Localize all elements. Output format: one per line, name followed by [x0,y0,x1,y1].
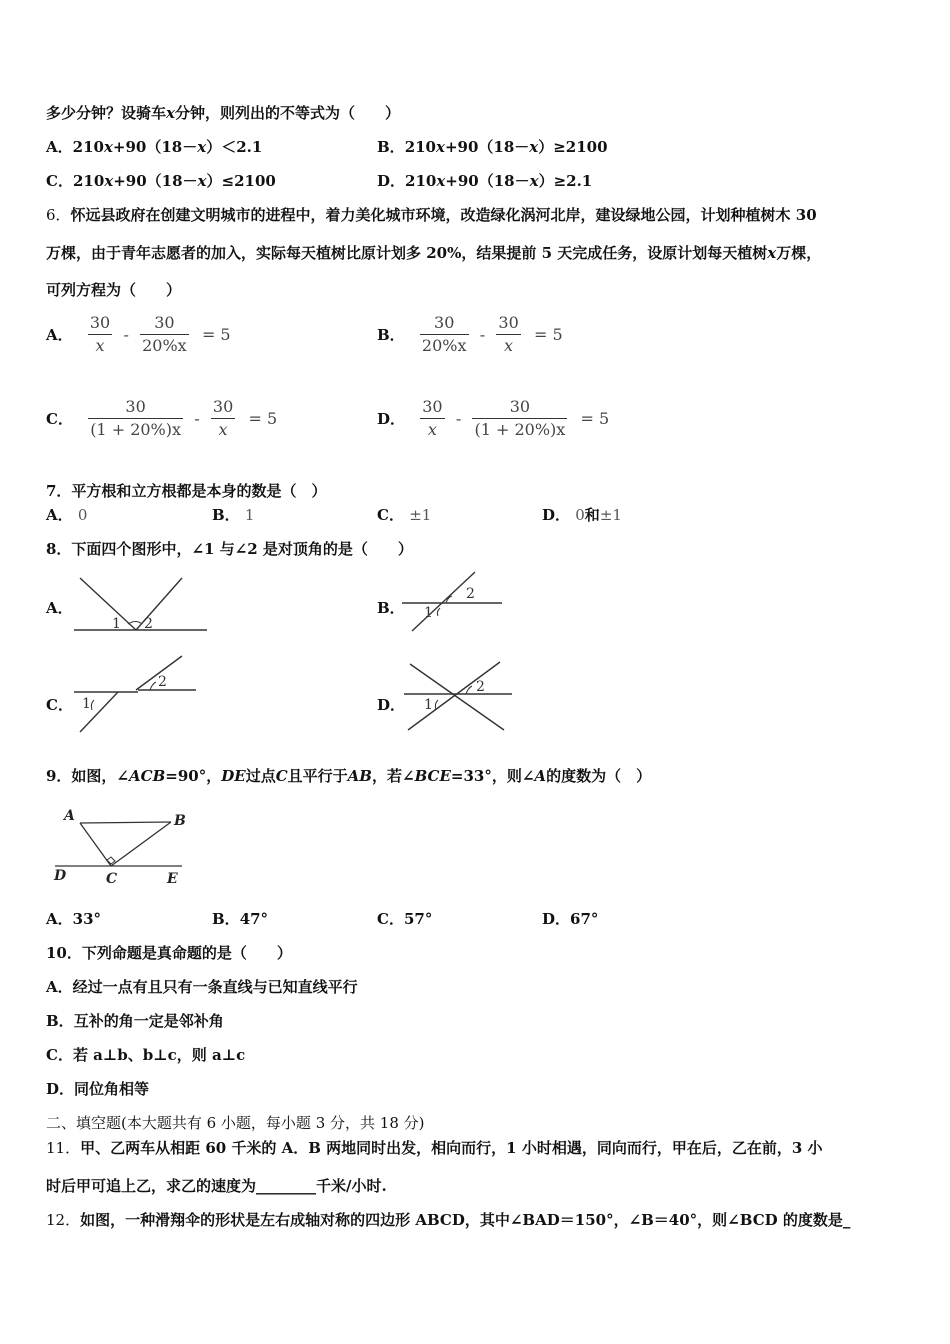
q6-text-line2b: 万棵， [776,244,822,262]
q5-option-a[interactable] [46,137,262,157]
angle-1-label: 1 [424,605,433,621]
angle-1-label: 1 [82,696,91,712]
q11-text-line1: 甲、乙两车从相距 60 千米的 A．B 两地同时出发，相向而行，1 小时相遇，同向而行，甲在后，乙在前，3 小 [80,1139,823,1157]
option-letter: D． [542,910,571,928]
fraction-denominator: (1 + 20%)x [474,420,566,439]
q8-figure-c [70,652,200,736]
option-text: 若 a⊥b、b⊥c，则 a⊥c [72,1046,246,1064]
q11-text-line2a: 时后甲可追上乙，求乙的速度为 [46,1177,257,1195]
q6-var: x [767,244,777,262]
angle-arc [437,608,440,616]
stem-var: ACB [129,767,166,785]
q9-option-d[interactable] [542,909,598,929]
option-value: 57° [403,910,433,928]
option-letter: B． [46,1012,74,1030]
option-letter: A． [46,506,73,524]
angle-2-label: 2 [144,616,153,632]
option-letter: C． [46,696,73,714]
q6-option-c[interactable] [46,396,277,441]
option-letter: A． [46,599,73,617]
fraction-denominator: x [218,420,228,439]
fraction-denominator: x [427,420,437,439]
fraction [472,396,567,441]
q5-stem-b: 分钟，则列出的不等式为（ ） [174,104,400,122]
q7-option-d[interactable] [542,505,622,525]
option-letter: B． [377,325,405,344]
fraction [140,312,189,357]
option-var: x [197,172,207,190]
q12-line1 [46,1210,850,1230]
option-text: 同位角相等 [74,1080,150,1098]
ray-right [136,578,182,630]
option-expr: +90（18－ [444,138,530,156]
label-a: A [64,808,75,824]
q10-option-c[interactable] [46,1045,245,1065]
option-letter: C． [377,506,404,524]
minus-sign: - [194,408,200,428]
minus-sign: - [123,324,129,344]
option-letter: D． [46,1080,75,1098]
q7-stem: 7．平方根和立方根都是本身的数是（ ） [46,482,327,500]
option-value: 0 [77,506,88,524]
option-expr: ）≥2100 [538,138,608,156]
q10-option-d[interactable] [46,1079,149,1099]
angle-2-label: 2 [476,679,485,695]
option-letter: B． [212,910,240,928]
fraction [88,396,183,441]
option-expr: 210 [405,172,437,190]
label-c: C [106,871,118,887]
q6-number: 6． [46,206,71,224]
angle-1-label: 1 [112,616,121,632]
option-text: 经过一点有且只有一条直线与已知直线平行 [72,978,358,996]
option-expr: +90（18－ [112,138,198,156]
label-d: D [54,868,67,884]
stem-var: BCE [414,767,451,785]
minus-sign: - [479,324,486,344]
option-expr: +90（18－ [445,172,530,190]
option-value: ±1 [409,506,432,524]
q5-option-c[interactable] [46,171,276,191]
option-expr: 210 [72,172,105,190]
option-letter: B． [377,138,405,156]
fraction [420,396,444,441]
option-value: 33° [72,910,102,928]
fraction-numerator: 30 [420,396,444,419]
option-letter: B． [212,506,240,524]
fraction-numerator: 30 [472,396,567,419]
option-letter: D． [377,409,406,428]
q6-option-b[interactable] [377,312,563,357]
option-value: 1 [244,506,255,524]
fraction-numerator: 30 [88,396,183,419]
equation-rhs: = 5 [580,408,610,428]
q8-figure-b [400,568,505,634]
option-conjunction: 和 [584,506,600,524]
q7-option-b[interactable] [212,505,254,525]
angle-2-label: 2 [466,586,475,602]
label-e: E [167,871,178,887]
option-value: ±1 [599,506,622,524]
option-var: x [436,138,445,156]
option-var: x [529,138,539,156]
q11-line1 [46,1138,823,1158]
option-text: 互补的角一定是邻补角 [73,1012,224,1030]
q8-option-c[interactable] [46,695,73,715]
q8-figure-d [400,658,515,734]
option-letter: A． [46,138,73,156]
minus-sign: - [455,408,462,428]
stem-part: =90°， [165,767,222,785]
fraction-denominator: (1 + 20%)x [90,420,182,439]
option-letter: D． [377,696,406,714]
q8-stem: 8．下面四个图形中，∠1 与∠2 是对顶角的是（ ） [46,540,413,558]
q6-option-a[interactable] [46,312,231,357]
fraction-denominator: 20%x [421,336,467,355]
q9-option-c[interactable] [377,909,432,929]
fraction [496,312,520,357]
option-letter: C． [377,910,404,928]
fraction-numerator: 30 [211,396,235,419]
option-value: 0 [575,506,585,524]
stem-part: 且平行于 [287,767,348,785]
segment-ab [80,822,171,823]
fraction-numerator: 30 [88,312,112,335]
q8-figure-a [70,572,210,636]
fraction-denominator: x [95,336,105,355]
option-var: x [104,172,114,190]
q5-var: x [166,104,175,122]
q10-option-b[interactable] [46,1011,224,1031]
fraction [420,312,469,357]
fraction [88,312,112,357]
q6-option-d[interactable] [377,396,609,441]
segment-ac [80,823,111,866]
q6-line2 [46,243,821,263]
q6-line1 [46,205,817,225]
option-expr: 210 [404,138,436,156]
stem-var: AB [347,767,372,785]
q10-option-a[interactable] [46,977,358,997]
option-letter: D． [377,172,406,190]
angle-arc [446,596,452,603]
stem-part: 9．如图，∠ [46,767,130,785]
fraction-denominator: x [504,336,514,355]
q9-stem [46,766,651,786]
angle-arc [150,682,156,690]
option-expr: ）＜2.1 [206,138,263,156]
q12-text: 如图，一种滑翔伞的形状是左右成轴对称的四边形 ABCD，其中∠BAD＝150°，∠B＝40°，则∠BCD 的度数是_ [80,1211,851,1229]
option-expr: +90（18－ [113,172,198,190]
fraction [211,396,235,441]
option-letter: C． [46,409,73,428]
fraction-numerator: 30 [420,312,469,335]
option-var: x [197,138,207,156]
q11-text-line2b: 千米/小时. [316,1177,387,1195]
stem-var: C [275,767,288,785]
q7-option-a[interactable] [46,505,87,525]
option-letter: A． [46,325,73,344]
q6-text-line1: 怀远县政府在创建文明城市的进程中，着力美化城市环境，改造绿化涡河北岸，建设绿地公园，计划种植树木 30 [70,206,817,224]
segment-bc [111,822,171,866]
option-expr: ）≤2100 [206,172,276,190]
q9-option-a[interactable] [46,909,101,929]
option-expr: ）≥2.1 [538,172,593,190]
answer-blank[interactable]: ________ [256,1177,317,1195]
option-expr: 210 [72,138,104,156]
stem-part: 过点 [245,767,276,785]
option-var: x [103,138,113,156]
option-letter: B． [377,599,405,617]
equation-rhs: = 5 [533,324,563,344]
angle-2-label: 2 [158,674,167,690]
q6-text-line2a: 万棵，由于青年志愿者的加入，实际每天植树比原计划多 20%，结果提前 5 天完成任务，设原计划每天植树 [46,244,768,262]
angle-arc [91,700,94,710]
fraction-numerator: 30 [496,312,520,335]
angle-1-label: 1 [424,697,433,713]
q12-number: 12． [46,1211,81,1229]
option-var: x [436,172,446,190]
q7-option-c[interactable] [377,505,431,525]
equation-rhs: = 5 [201,324,231,344]
option-letter: C． [46,1046,73,1064]
ray-left [80,578,136,630]
option-letter: C． [46,172,73,190]
option-letter: A． [46,910,73,928]
option-letter: A． [46,978,73,996]
q5-option-b[interactable] [377,137,608,157]
fraction-denominator: 20%x [142,336,187,355]
label-b: B [174,813,186,829]
option-letter: D． [542,506,571,524]
stem-var: DE [221,767,246,785]
option-value: 47° [239,910,269,928]
q6-line3: 可列方程为（ ） [46,281,182,299]
option-value: 67° [570,910,599,928]
q10-stem: 10．下列命题是真命题的是（ ） [46,944,292,962]
q8-option-a[interactable] [46,598,73,618]
q5-stem [46,103,400,123]
section-2-heading: 二、填空题(本大题共有 6 小题，每小题 3 分，共 18 分) [46,1114,425,1132]
q11-line2 [46,1176,387,1196]
equation-rhs: = 5 [248,408,278,428]
q9-figure [50,805,200,890]
stem-part: ，若∠ [372,767,415,785]
option-var: x [529,172,539,190]
q9-option-b[interactable] [212,909,268,929]
q5-stem-a: 多少分钟？设骑车 [46,104,167,122]
stem-part: 的度数为（ ） [546,767,652,785]
stem-var: A [534,767,547,785]
q11-number: 11． [46,1139,81,1157]
q5-option-d[interactable] [377,171,592,191]
fraction-numerator: 30 [140,312,189,335]
stem-part: =33°，则∠ [450,767,535,785]
